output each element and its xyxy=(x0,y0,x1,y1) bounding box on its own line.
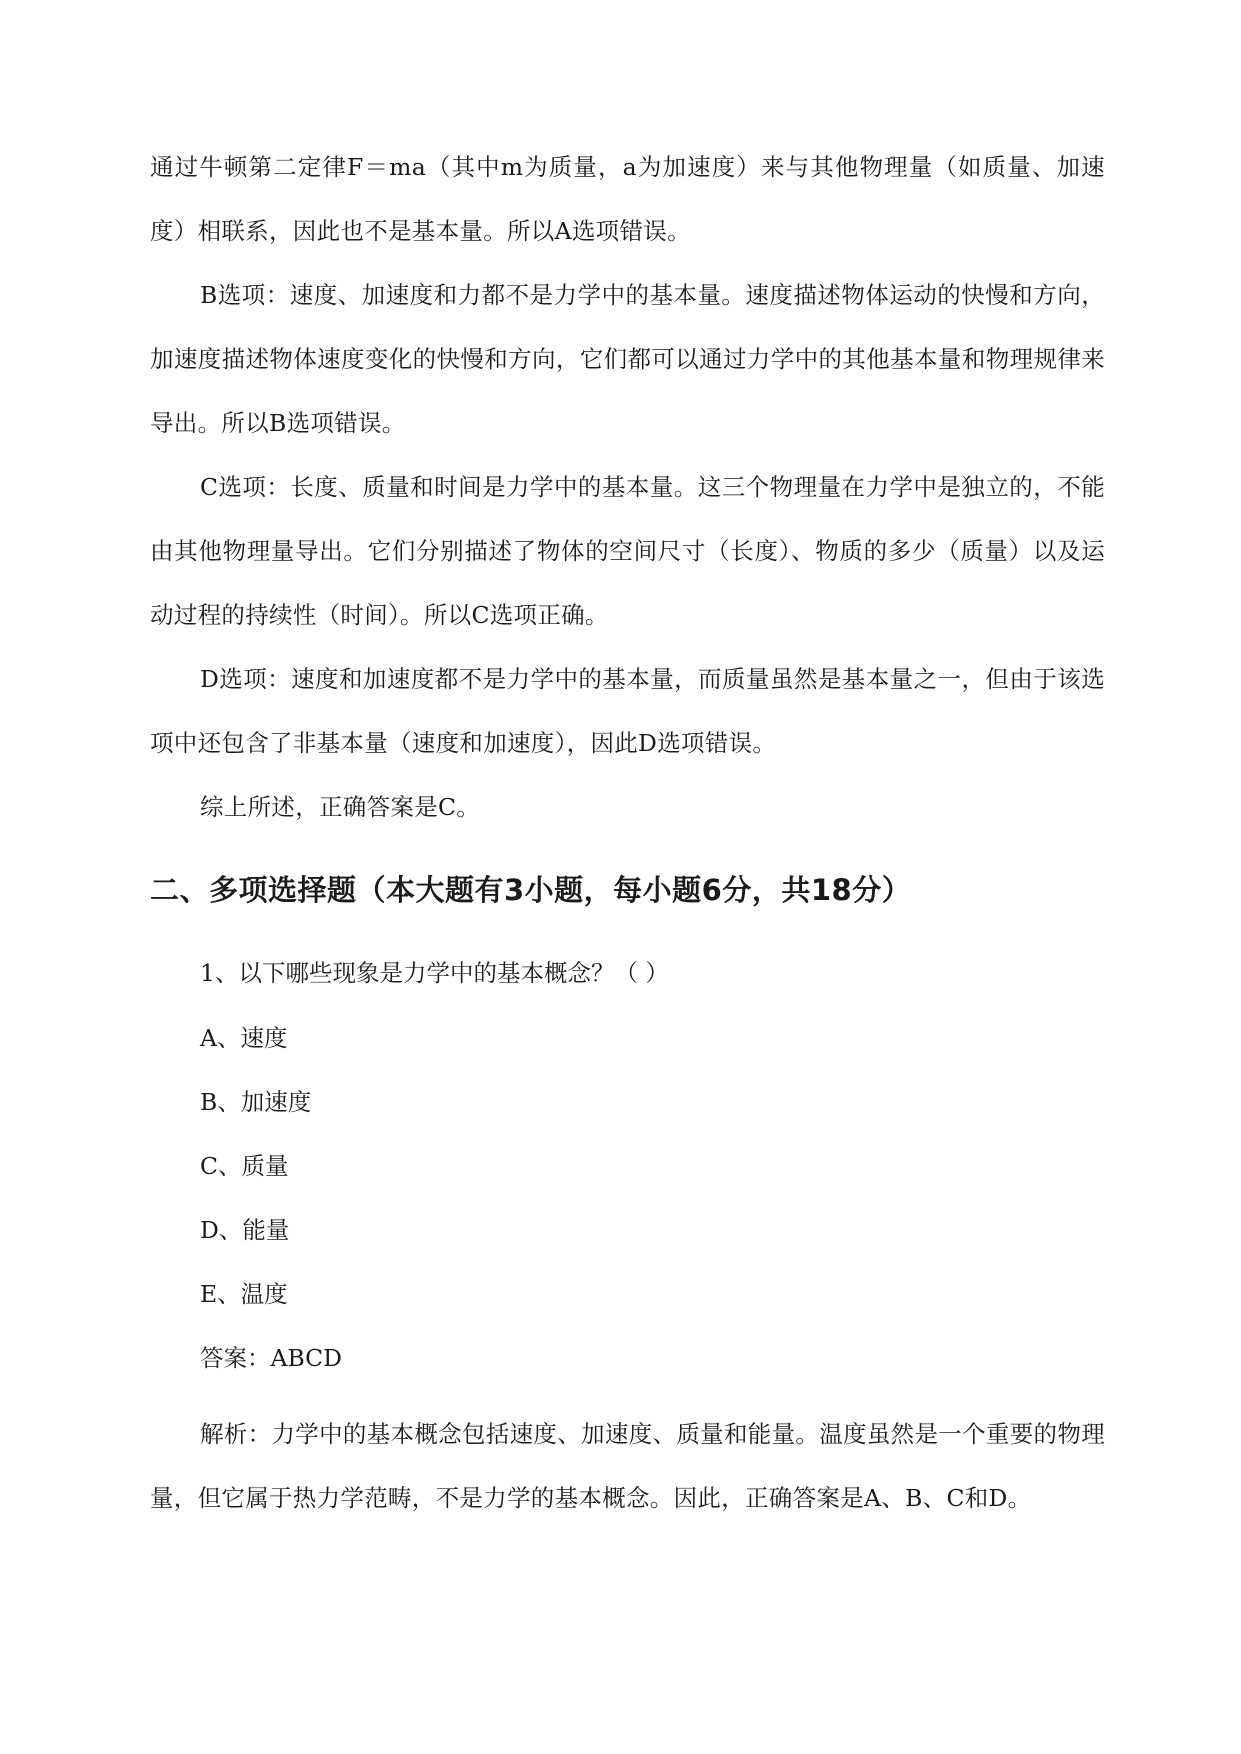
option-c: C、质量 xyxy=(200,1152,289,1180)
paragraph-conclusion: 综上所述，正确答案是C。 xyxy=(200,793,481,821)
question-stem: 1、以下哪些现象是力学中的基本概念？（ ） xyxy=(200,959,669,987)
option-a: A、速度 xyxy=(200,1024,288,1052)
analysis-paragraph: 解析：力学中的基本概念包括速度、加速度、质量和能量。温度虽然是一个重要的物理量，但它属于热力学范畴，不是力学的基本概念。因此，正确答案是A、B、C和D。 xyxy=(150,1420,1105,1512)
section-heading: 二、多项选择题（本大题有3小题，每小题6分，共18分） xyxy=(150,873,912,907)
paragraph-b-option: B选项：速度、加速度和力都不是力学中的基本量。速度描述物体运动的快慢和方向，加速度描述物体速度变化的快慢和方向，它们都可以通过力学中的其他基本量和物理规律来导出。所以B选项错误。 xyxy=(150,281,1105,437)
option-e: E、温度 xyxy=(200,1280,288,1308)
paragraph-c-option: C选项：长度、质量和时间是力学中的基本量。这三个物理量在力学中是独立的，不能由其他物理量导出。它们分别描述了物体的空间尺寸（长度）、物质的多少（质量）以及运动过程的持续性（时间）。所以C选项正确。 xyxy=(150,473,1105,629)
option-b: B、加速度 xyxy=(200,1088,312,1116)
paragraph-d-option: D选项：速度和加速度都不是力学中的基本量，而质量虽然是基本量之一，但由于该选项中还包含了非基本量（速度和加速度），因此D选项错误。 xyxy=(150,665,1105,757)
answer-line: 答案：ABCD xyxy=(200,1344,342,1372)
paragraph-a-option-continuation: 通过牛顿第二定律F＝ma（其中m为质量，a为加速度）来与其他物理量（如质量、加速度）相联系，因此也不是基本量。所以A选项错误。 xyxy=(150,153,1105,245)
option-d: D、能量 xyxy=(200,1216,290,1244)
